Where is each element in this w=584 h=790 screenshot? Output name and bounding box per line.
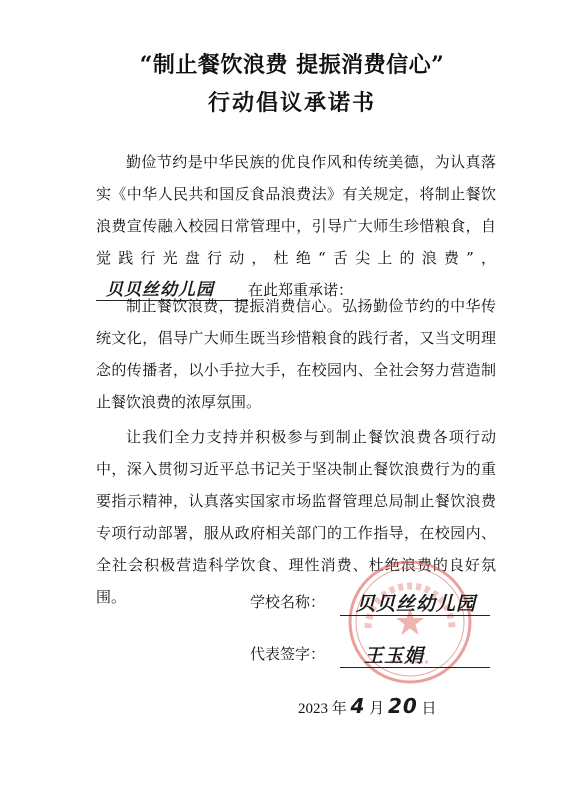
date-month-unit: 月 — [369, 701, 385, 717]
school-name-handwritten: 贝贝丝幼儿园 — [356, 593, 477, 615]
document-title-line1: “制止餐饮浪费 提振消费信心” — [139, 52, 445, 78]
date-day-unit: 日 — [421, 701, 437, 717]
document-date — [298, 694, 437, 718]
paragraph-1 — [96, 146, 496, 306]
representative-signature: 王玉娟 — [364, 645, 425, 667]
document-title-line2: 行动倡议承诺书 — [207, 90, 376, 116]
representative-label: 代表签字： — [250, 645, 326, 663]
representative-line — [340, 645, 490, 668]
school-name-line — [340, 593, 490, 616]
paragraph-3: 让我们全力支持并积极参与到制止餐饮浪费各项行动中，深入贯彻习近平总书记关于坚决制止餐饮浪费行为的重要指示精神，认真落实国家市场监督管理总局制止餐饮浪费专项行动部署，服从政府相关部门的工作指导，在校园内、全社会积极营造科学饮食、理性消费、杜绝浪费的良好氛围。 — [96, 428, 496, 606]
paragraph-1-text: 勤俭节约是中华民族的优良作风和传统美德，为认真落实《中华人民共和国反食品浪费法》有关规定，将制止餐饮浪费宣传融入校园日常管理中，引导广大师生珍惜粮食，自觉践行光盘行动，杜绝“舌尖上的浪费”， — [96, 153, 496, 267]
date-year: 2023 年 — [298, 701, 347, 717]
school-name-label: 学校名称： — [250, 593, 326, 611]
date-month-handwritten: 4 — [350, 694, 366, 718]
paragraph-1-tail: 在此郑重承诺： — [248, 281, 354, 299]
handwritten-school-name: 贝贝丝幼儿园 — [106, 280, 214, 300]
paragraph-2: 制止餐饮浪费，提振消费信心。弘扬勤俭节约的中华传统文化，倡导广大师生既当珍惜粮食的践行者，又当文明理念的传播者，以小手拉大手，在校园内、全社会努力营造制止餐饮浪费的浓厚氛围。 — [96, 297, 496, 411]
date-day-handwritten: 20 — [387, 694, 418, 718]
